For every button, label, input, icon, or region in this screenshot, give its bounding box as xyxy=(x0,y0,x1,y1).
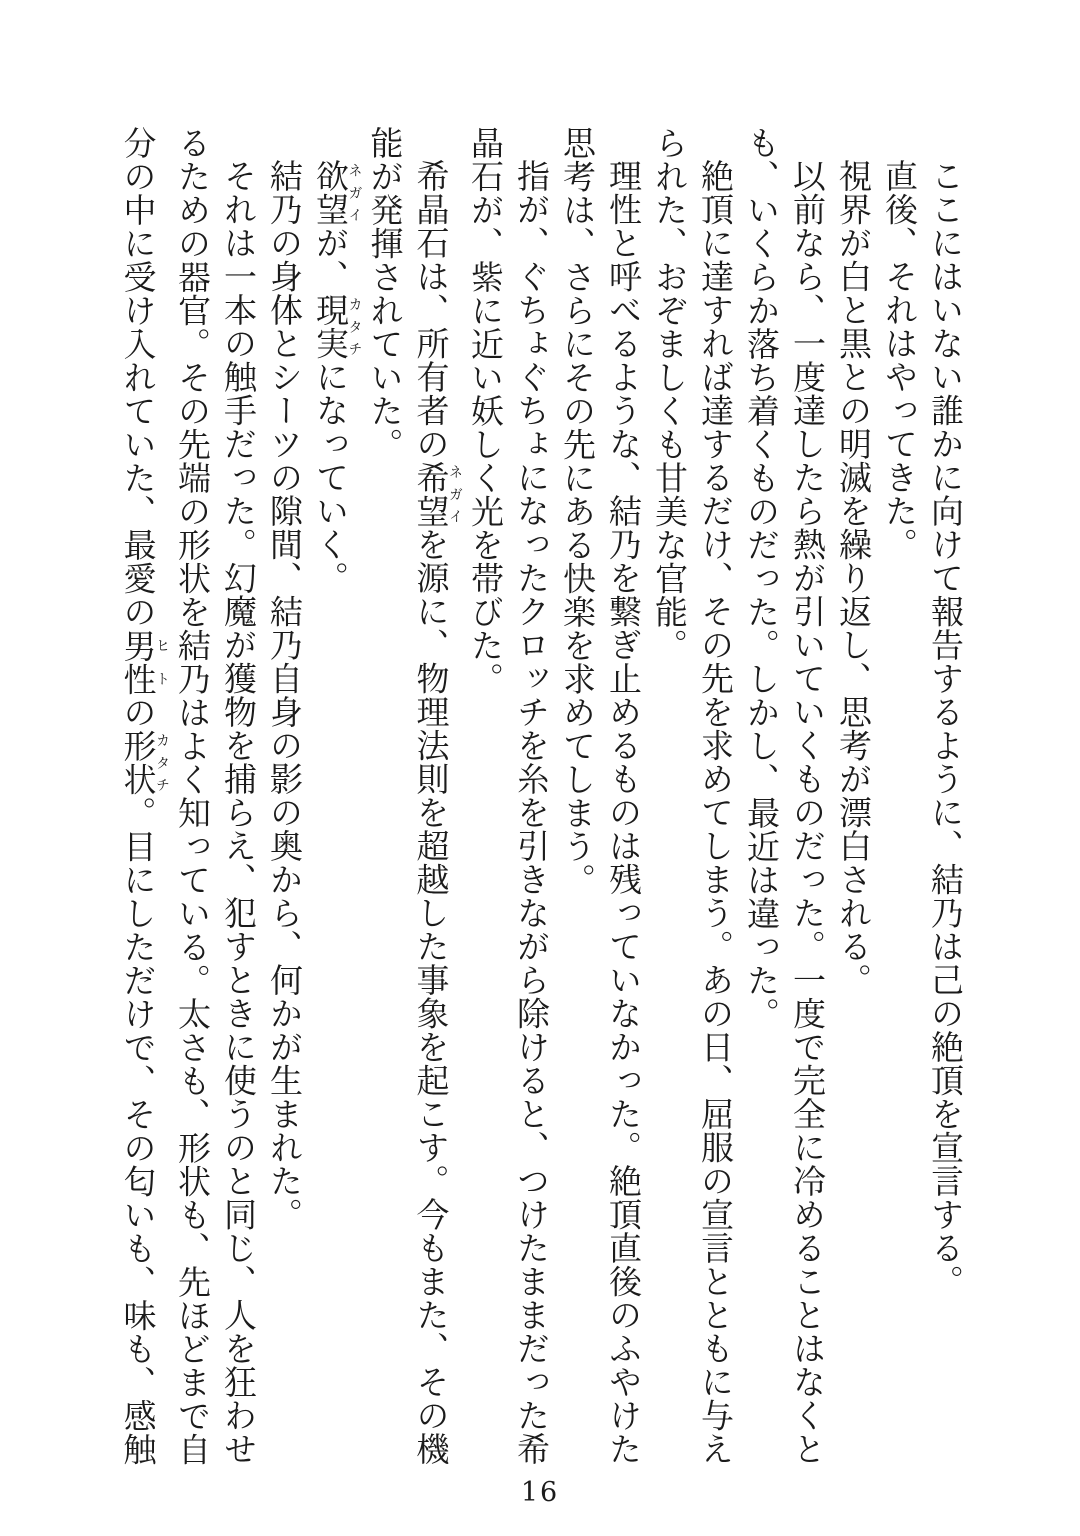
ruby-annotation: 希望ネガイ xyxy=(411,460,463,528)
text-column: 思考は、さらにその先にある快楽を求めてしまう。 xyxy=(558,126,597,897)
page-number: 16 xyxy=(520,1477,560,1508)
text-column: 能が発揮されていた。 xyxy=(365,126,405,461)
ruby-annotation: 欲望ネガイ xyxy=(311,159,363,226)
ruby-annotation: 男性ヒト xyxy=(118,628,170,696)
text-column: 晶石が、紫に近い妖しく光を帯びた。 xyxy=(466,126,505,696)
ruby-annotation: 形状カタチ xyxy=(118,729,170,796)
text-column: 希晶石は、所有者の希望ネガイを源に、物理法則を超越した事象を起こす。今もまた、その機 xyxy=(411,159,463,1466)
text-column: 直後、それはやってきた。 xyxy=(880,159,919,561)
text-column: それは一本の触手だった。幻魔が獲物を捕らえ、犯すときに使うのと同じ、人を狂わせ xyxy=(219,159,258,1466)
text-column: るための器官。その先端の形状を結乃はよく知っている。太さも、形状も、先ほどまで自 xyxy=(173,126,212,1466)
text-column: 視界が白と黒との明滅を繰り返し、思考が漂白される。 xyxy=(834,159,873,997)
text-column: 分の中に受け入れていた、最愛の男性ヒトの形状カタチ。目にしただけで、その匂いも、味も、感触 xyxy=(118,126,170,1466)
text-column: ここにはいない誰かに向けて報告するように、結乃は己の絶頂を宣言する。 xyxy=(926,159,965,1298)
text-column: られた、おぞましくも甘美な官能。 xyxy=(650,126,689,662)
text-column: 欲望ネガイが、現実カタチになっていく。 xyxy=(311,159,363,595)
text-column: 絶頂に達すれば達するだけ、その先を求めてしまう。あの日、屈服の宣言とともに与え xyxy=(696,159,735,1466)
ruby-annotation: 現実カタチ xyxy=(311,293,363,360)
page-text-body xyxy=(115,126,969,1474)
text-column: も、いくらか落ち着くものだった。しかし、最近は違った。 xyxy=(742,126,781,1031)
text-column: 以前なら、一度達したら熱が引いていくものだった。一度で完全に冷めることはなくと xyxy=(788,159,827,1466)
text-column: 結乃の身体とシーツの隙間、結乃自身の影の奥から、何かが生まれた。 xyxy=(265,159,304,1231)
text-column: 指が、ぐちょぐちょになったクロッチを糸を引きながら除けると、つけたままだった希 xyxy=(512,159,551,1466)
text-column: 理性と呼べるような、結乃を繋ぎ止めるものは残っていなかった。絶頂直後のふやけた xyxy=(604,159,643,1466)
